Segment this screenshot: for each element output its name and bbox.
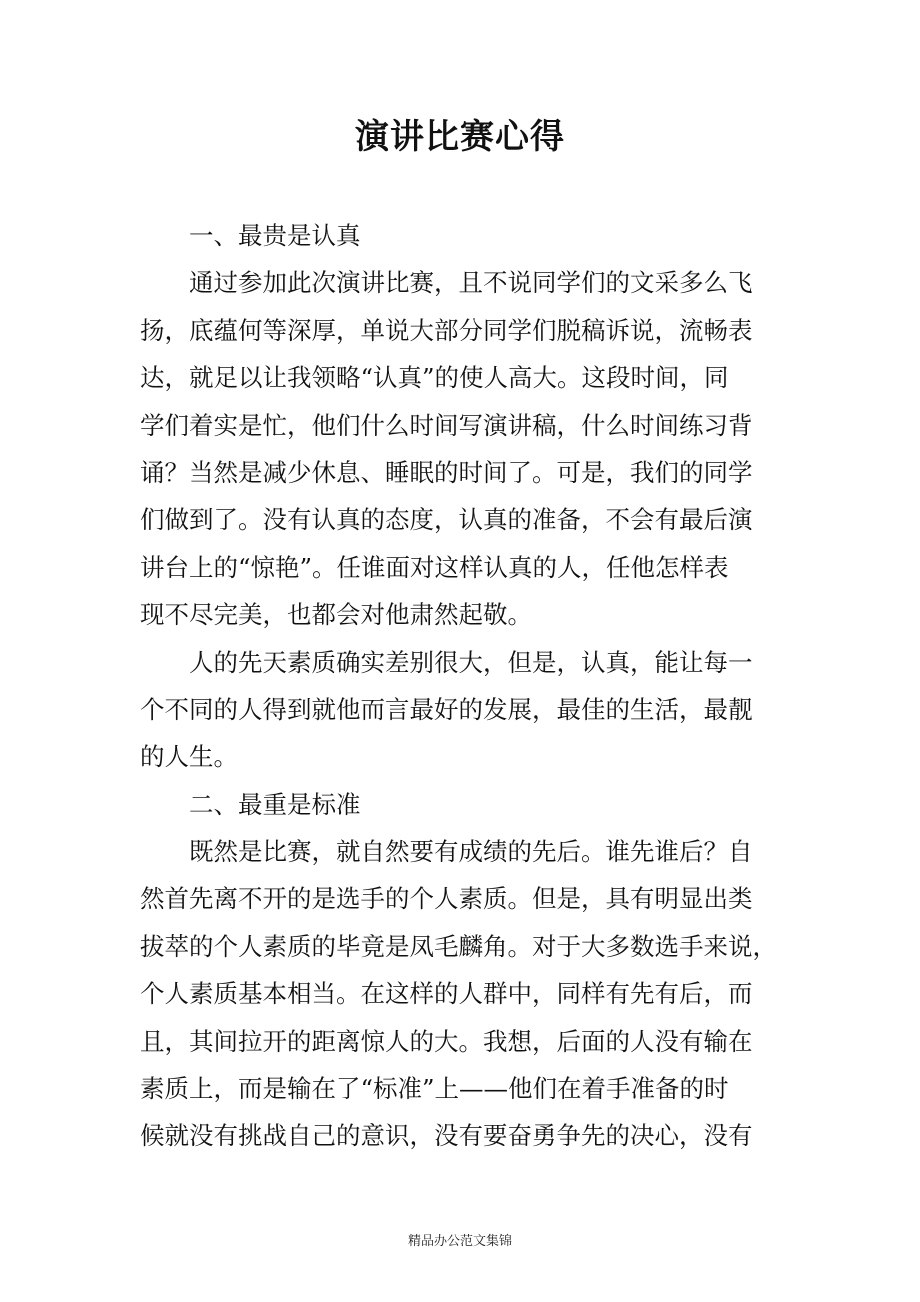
paragraph-line: 通过参加此次演讲比赛，且不说同学们的文采多么飞	[189, 268, 753, 298]
paragraph-line: 们做到了。没有认真的态度，认真的准备，不会有最后演	[140, 505, 753, 535]
paragraph-line: 诵？当然是减少休息、睡眠的时间了。可是，我们的同学	[140, 457, 753, 487]
paragraph-line: 达，就足以让我领略“认真”的使人高大。这段时间，同	[140, 363, 729, 393]
paragraph-line: 素质上，而是输在了“标准”上——他们在着手准备的时	[140, 1074, 729, 1104]
section-heading-2: 二、最重是标准	[189, 789, 361, 819]
paragraph-line: 扬，底蕴何等深厚，单说大部分同学们脱稿诉说，流畅表	[140, 315, 753, 345]
paragraph-line: 且，其间拉开的距离惊人的大。我想，后面的人没有输在	[140, 1026, 753, 1056]
section-heading-1: 一、最贵是认真	[189, 221, 361, 250]
page-title: 演讲比赛心得	[355, 117, 565, 157]
paragraph-line: 既然是比赛，就自然要有成绩的先后。谁先谁后？自	[189, 837, 753, 867]
paragraph-line: 拔萃的个人素质的毕竟是凤毛麟角。对于大多数选手来说，	[140, 931, 777, 961]
paragraph-line: 讲台上的“惊艳”。任谁面对这样认真的人，任他怎样表	[140, 552, 729, 582]
document-body	[140, 212, 776, 1160]
paragraph-line: 个人素质基本相当。在这样的人群中，同样有先有后，而	[140, 979, 753, 1009]
paragraph-line: 学们着实是忙，他们什么时间写演讲稿，什么时间练习背	[140, 410, 753, 440]
paragraph-line: 个不同的人得到就他而言最好的发展，最佳的生活，最靓	[140, 694, 753, 724]
paragraph-line: 候就没有挑战自己的意识，没有要奋勇争先的决心，没有	[140, 1121, 753, 1151]
paragraph-line: 然首先离不开的是选手的个人素质。但是，具有明显出类	[140, 884, 753, 914]
paragraph-line: 现不尽完美，也都会对他肃然起敬。	[140, 600, 532, 630]
page-footer: 精品办公范文集锦	[407, 1234, 512, 1249]
paragraph-line: 的人生。	[140, 742, 238, 772]
paragraph-line: 人的先天素质确实差别很大，但是，认真，能让每一	[189, 647, 753, 677]
